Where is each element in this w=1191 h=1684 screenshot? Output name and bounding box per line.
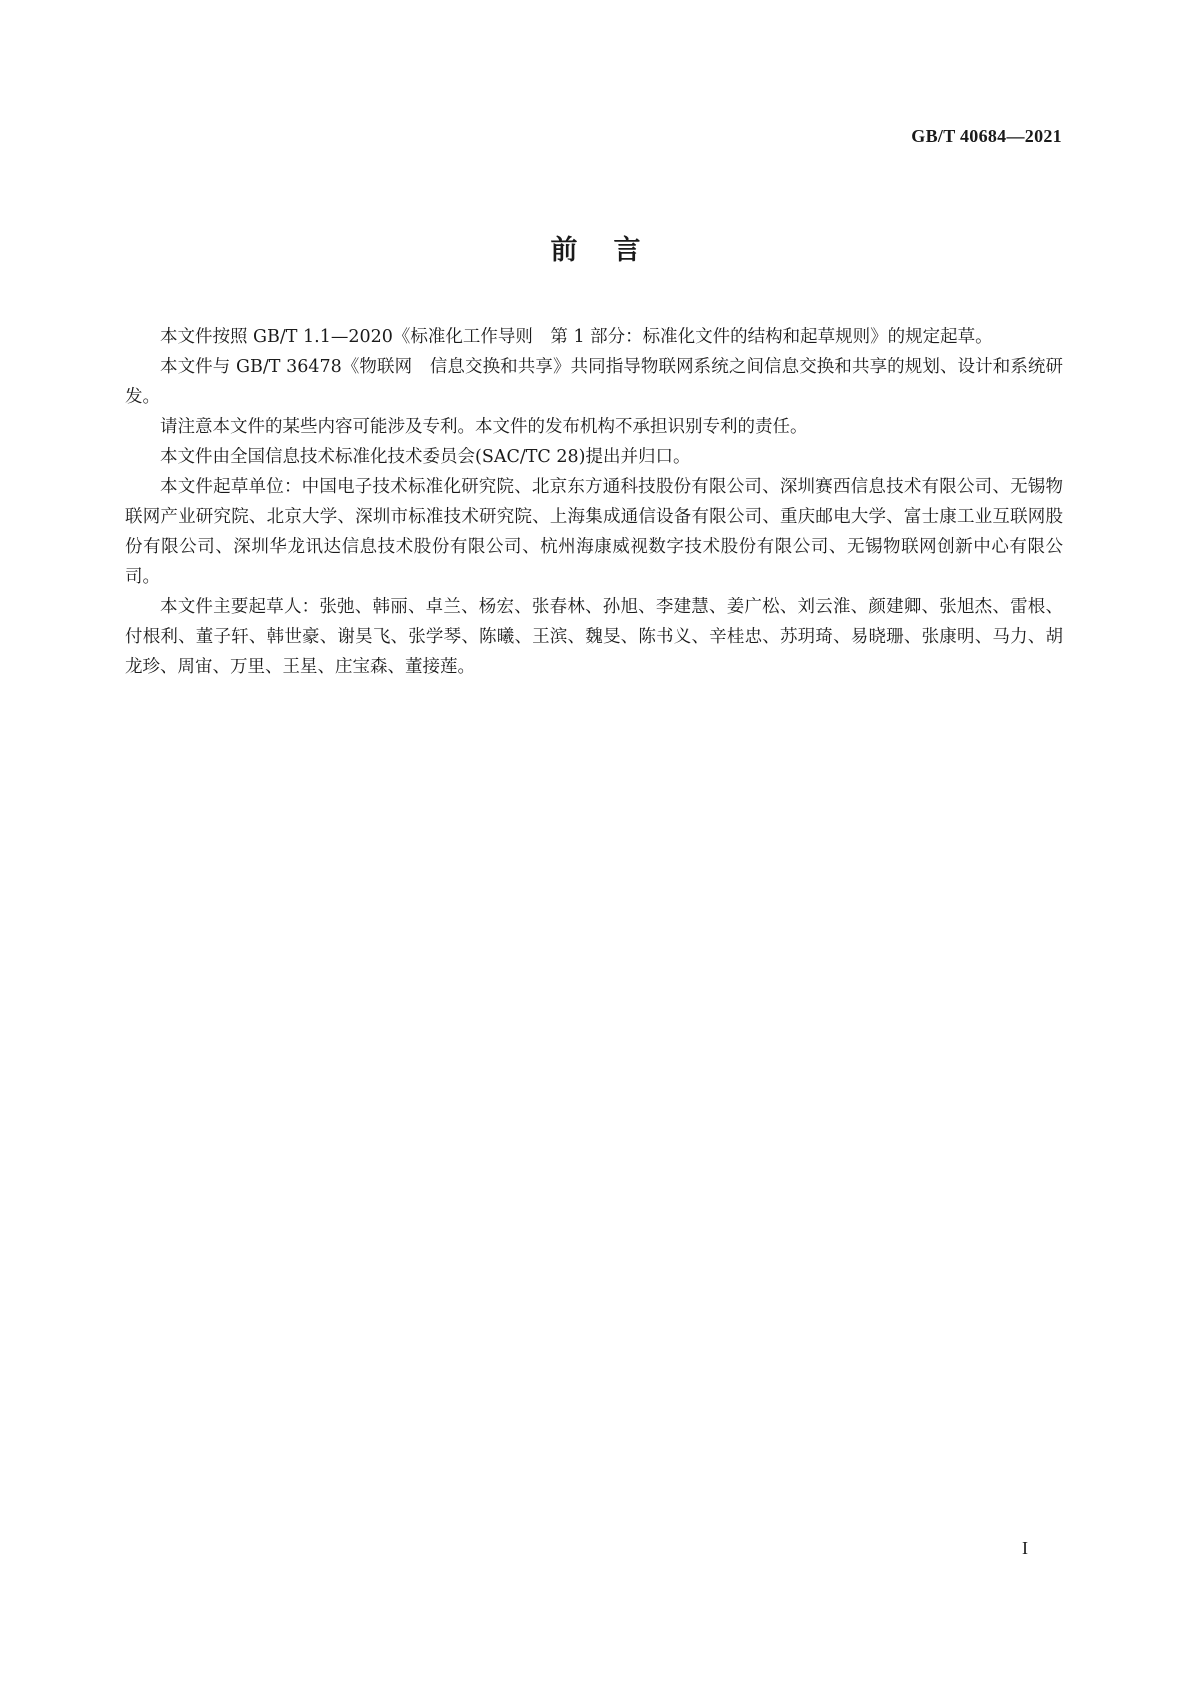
standard-number: GB/T 40684—2021 bbox=[911, 126, 1062, 146]
foreword-body bbox=[125, 322, 1063, 682]
paragraph-drafters: 本文件主要起草人：张弛、韩丽、卓兰、杨宏、张春林、孙旭、李建慧、姜广松、刘云淮、颜建卿、张旭杰、雷根、付根利、董子轩、韩世豪、谢昊飞、张学琴、陈曦、王滨、魏旻、陈书义、辛桂忠、苏玥琦、易晓珊、张康明、马力、胡龙珍、周宙、万里、王星、庄宝森、董接莲。 bbox=[125, 597, 1063, 677]
paragraph-patent-notice: 请注意本文件的某些内容可能涉及专利。本文件的发布机构不承担识别专利的责任。 bbox=[160, 417, 808, 437]
paragraph-related-standard: 本文件与 GB/T 36478《物联网 信息交换和共享》共同指导物联网系统之间信息交换和共享的规划、设计和系统研发。 bbox=[125, 357, 1063, 407]
page-number: I bbox=[1022, 1538, 1028, 1558]
paragraph-drafting-rules: 本文件按照 GB/T 1.1—2020《标准化工作导则 第 1 部分：标准化文件的结构和起草规则》的规定起草。 bbox=[160, 327, 993, 347]
paragraph-drafting-units: 本文件起草单位：中国电子技术标准化研究院、北京东方通科技股份有限公司、深圳赛西信息技术有限公司、无锡物联网产业研究院、北京大学、深圳市标准技术研究院、上海集成通信设备有限公司、重庆邮电大学、富士康工业互联网股份有限公司、深圳华龙讯达信息技术股份有限公司、杭州海康威视数字技术股份有限公司、无锡物联网创新中心有限公司。 bbox=[125, 477, 1063, 587]
paragraph-proposer: 本文件由全国信息技术标准化技术委员会(SAC/TC 28)提出并归口。 bbox=[160, 447, 691, 467]
page-title: 前言 bbox=[550, 235, 677, 266]
